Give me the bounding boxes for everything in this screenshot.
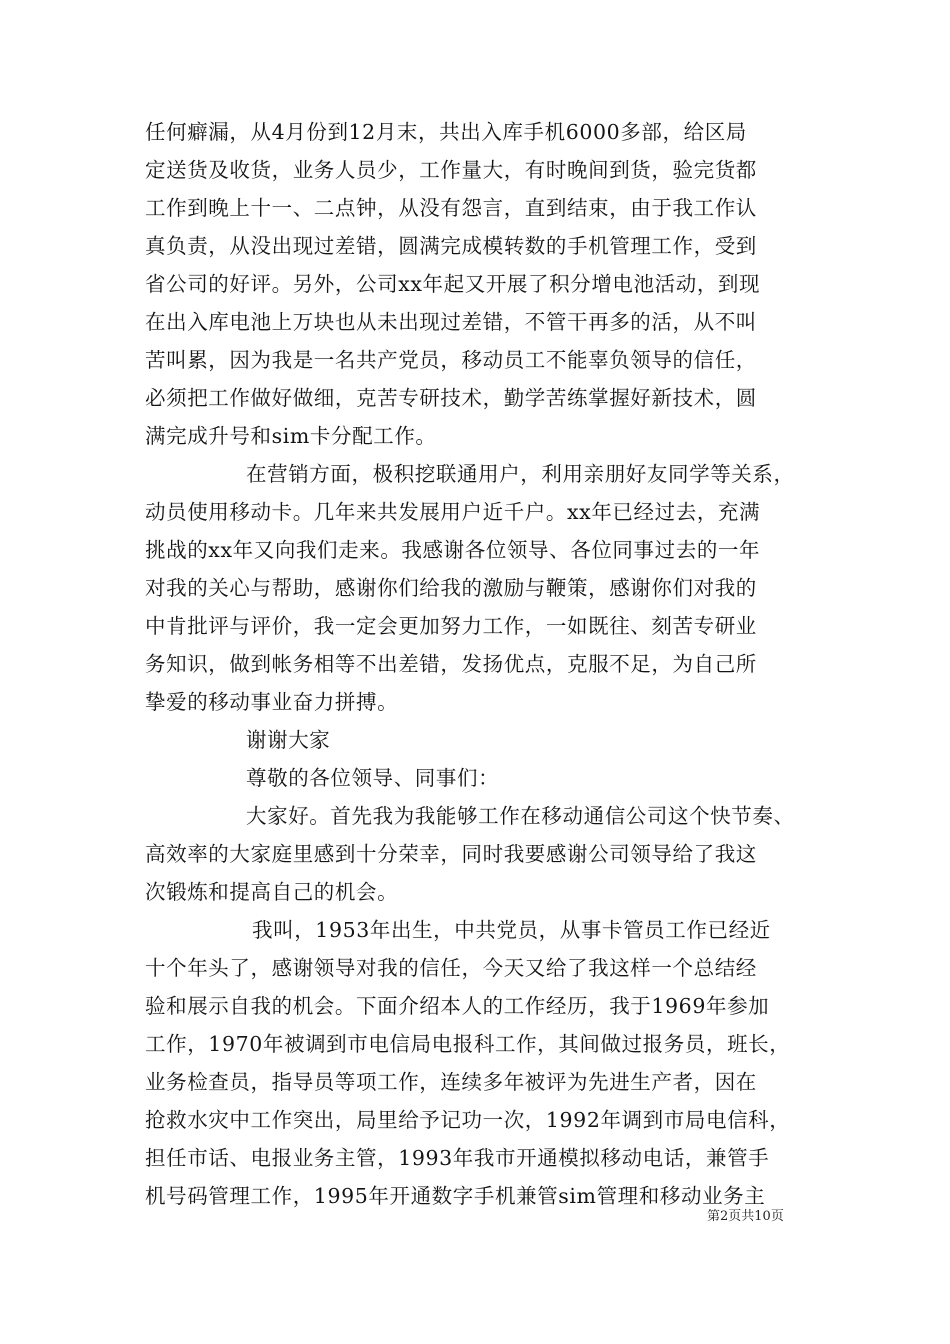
text-line: 担任市话、电报业务主管，1993年我市开通模拟移动电话，兼管手: [145, 1146, 770, 1170]
page-number-footer: 第2页共10页: [707, 1209, 784, 1224]
text-line: 挑战的xx年又向我们走来。我感谢各位领导、各位同事过去的一年: [145, 538, 761, 562]
text-line: 必须把工作做好做细，克苦专研技术，勤学苦练掌握好新技术，圆: [145, 386, 757, 410]
text-line: 抢救水灾中工作突出，局里给予记功一次，1992年调到市局电信科，: [145, 1108, 791, 1132]
text-line: 真负责，从没出现过差错，圆满完成模转数的手机管理工作，受到: [145, 234, 757, 258]
paragraph-start-line: 我叫，1953年出生，中共党员，从事卡管员工作已经近: [252, 918, 771, 942]
text-line: 验和展示自我的机会。下面介绍本人的工作经历，我于1969年参加: [145, 994, 770, 1018]
closing-line: 谢谢大家: [246, 728, 331, 752]
text-line: 在出入库电池上万块也从未出现过差错，不管干再多的活，从不叫: [145, 310, 757, 334]
text-line: 动员使用移动卡。几年来共发展用户近千户。xx年已经过去，充满: [145, 500, 761, 524]
text-line: 次锻炼和提高自己的机会。: [145, 880, 399, 904]
text-line: 满完成升号和sim卡分配工作。: [145, 424, 437, 448]
text-line: 定送货及收货，业务人员少，工作量大，有时晚间到货，验完货都: [145, 158, 757, 182]
text-line: 中肯批评与评价，我一定会更加努力工作，一如既往、刻苦专研业: [145, 614, 757, 638]
text-line: 务知识，做到帐务相等不出差错，发扬优点，克服不足，为自己所: [145, 652, 757, 676]
text-line: 挚爱的移动事业奋力拼搏。: [145, 690, 399, 714]
text-line: 工作，1970年被调到市电信局电报科工作，其间做过报务员，班长，: [145, 1032, 791, 1056]
text-line: 省公司的好评。另外，公司xx年起又开展了积分增电池活动，到现: [145, 272, 761, 296]
text-line: 任何癖漏，从4月份到12月末，共出入库手机6000多部，给区局: [145, 120, 747, 144]
text-line: 机号码管理工作，1995年开通数字手机兼管sim管理和移动业务主: [145, 1184, 766, 1208]
text-line: 工作到晚上十一、二点钟，从没有怨言，直到结束，由于我工作认: [145, 196, 757, 220]
text-line: 高效率的大家庭里感到十分荣幸，同时我要感谢公司领导给了我这: [145, 842, 757, 866]
paragraph-start-line: 大家好。首先我为我能够工作在移动通信公司这个快节奏、: [246, 804, 795, 828]
salutation-line: 尊敬的各位领导、同事们：: [246, 766, 500, 790]
text-line: 对我的关心与帮助，感谢你们给我的激励与鞭策，感谢你们对我的: [145, 576, 757, 600]
text-line: 苦叫累，因为我是一名共产党员，移动员工不能辜负领导的信任，: [145, 348, 757, 372]
text-line: 业务检查员，指导员等项工作，连续多年被评为先进生产者，因在: [145, 1070, 757, 1094]
text-line: 十个年头了，感谢领导对我的信任，今天又给了我这样一个总结经: [145, 956, 757, 980]
paragraph-start-line: 在营销方面，极积挖联通用户，利用亲朋好友同学等关系，: [246, 462, 795, 486]
